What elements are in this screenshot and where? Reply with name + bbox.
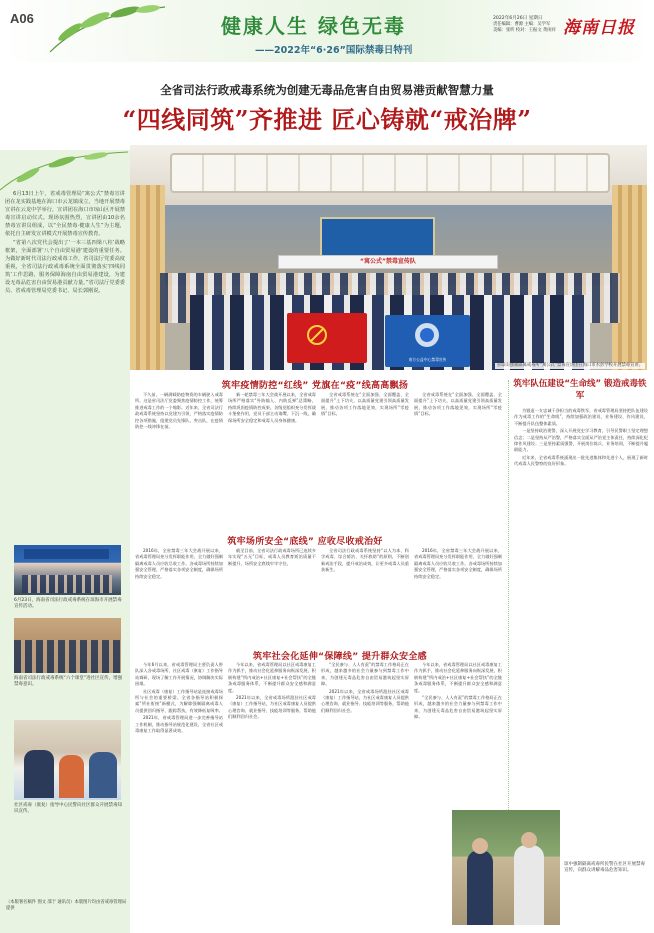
party-emblem-icon xyxy=(287,313,367,363)
section-paragraph: 全省司法行政戒毒系统坚持“以人为本、科学戒毒、综合矫治、关怀救助”的原则，不断创新戒治手段，提升戒治成效，让更多戒毒人员重获新生。 xyxy=(321,548,409,573)
side-photo-caption: 社区戒毒（康复）指导中心民警向社区群众开展禁毒知识宣传。 xyxy=(14,803,122,814)
leaf-sidebar-icon xyxy=(0,150,130,195)
special-issue: ——2022年“6·26”国际禁毒日特刊 xyxy=(255,45,413,56)
section-paragraph: 截至目前，全省司法行政戒毒场所已连续多年实现“五无”目标，戒毒人员教育矫治质量不断提升，场所安全底线牢牢守住。 xyxy=(228,548,316,566)
section-4-text xyxy=(514,408,648,798)
section-3-col-side xyxy=(135,662,223,897)
section-paragraph: 2021年以来，全省戒毒场所派驻社区戒毒（康复）工作指导站，为社区戒毒康复人员提供心理咨询、就业指导、技能培训等服务，帮助他们顺利回归社会。 xyxy=(228,695,316,720)
side-photo-3 xyxy=(14,720,121,800)
headline-title: “四线同筑”齐推进 匠心铸就“戒治牌” xyxy=(122,105,532,134)
section-2-col-2 xyxy=(228,548,316,643)
right-photo xyxy=(452,810,560,925)
issue-date: 2022年6月26日 星期日 xyxy=(493,16,543,21)
police-emblem-icon xyxy=(385,315,470,355)
section-paragraph: 2021年，省戒毒管理局进一步完善指导站工作机制，推动指导站规范化建设，全省社区戒毒康复工作取得显著成效。 xyxy=(135,715,223,734)
side-photo-2 xyxy=(14,618,121,673)
section-paragraph: 全省戒毒系统在“全面加强、全面覆盖、全面提升”上下功夫，以高质量党建引领高质量发展，推动各项工作落地见效，实现场所“零疫情”目标。 xyxy=(321,392,409,417)
section-heading: 筑牢社会化延伸“保障线” 提升群众安全感 xyxy=(253,652,427,662)
section-paragraph: 今年以来，省戒毒管理局以社区戒毒康复工作为抓手，推动社会化延伸服务向纵深发展，积极构建“所内戒治+社区康复+社会帮扶”的全链条戒毒服务体系，不断提升群众安全感和满意度。 xyxy=(228,662,316,693)
masthead xyxy=(0,0,654,62)
lead-paragraph: “省第八次党代会提出了‘一本三基四梁八柱’战略框架，全面部署‘八个自由贸易港’建设的重要任务。为做好新时代司法行政戒毒工作，省司法厅党委高度重视，全省司法行政戒毒系统全面贯彻落实‘四线同筑’工作思路，服务保障海南自由贸易港建设，为建设无毒品危害自由贸易港贡献力量。”省司法厅党委委员、省戒毒管理局党委书记、局长郭刚说。 xyxy=(5,240,125,294)
section-1-col-1 xyxy=(135,392,223,527)
section-paragraph: 全省戒毒系统在“全面加强、全面覆盖、全面提升”上下功夫，以高质量党建引领高质量发展，推动各项工作落地见效，实现场所“零疫情”目标。 xyxy=(414,392,502,417)
paper-logo: 海南日报 xyxy=(563,18,635,38)
section-heading: 筑牢疫情防控“红线” 党旗在“疫”线高高飘扬 xyxy=(221,381,409,391)
section-paragraph: 社区戒毒（康复）工作指导站是连接戒毒场所与社会的重要桥梁。全省各指导站积极探索“所社衔接”新模式，为解除强制隔离戒毒人员提供回归指导、跟踪帮扶，有效降低复吸率。 xyxy=(135,688,223,713)
section-paragraph: “全民参与、人人有责”的禁毒工作格局正在形成，越来越多的社会力量参与到禁毒工作中来，为创建无毒品危害自由贸易港筑起坚实屏障。 xyxy=(321,662,409,687)
section-heading-text: 筑牢队伍建设“生命线” 锻造戒毒铁军 xyxy=(513,379,647,401)
section-paragraph: 今年以来，省戒毒管理局以社区戒毒康复工作为抓手，推动社会化延伸服务向纵深发展，积极构建“所内戒治+社区康复+社会帮扶”的全链条戒毒服务体系，不断提升群众安全感和满意度。 xyxy=(414,662,502,693)
section-1-col-4 xyxy=(414,392,502,462)
section-paragraph: 近年来，全省戒毒系统涌现出一批先进集体和先进个人，展现了新时代戒毒人民警察的良好形象。 xyxy=(514,454,648,467)
leaf-decoration-icon xyxy=(40,2,170,57)
side-photo-caption: 6月23日，海南省司法行政戒毒系统在琼海市开展禁毒宣传活动。 xyxy=(14,598,122,609)
section-paragraph: 为锻造一支忠诚干净担当的戒毒铁军，省戒毒管理局坚持把队伍建设作为戒毒工作的“生命线”，持续加强政治建设、业务建设、作风建设，不断提升队伍整体素质。 xyxy=(514,408,648,426)
banner-flag-text: 南方公益中心禁毒宣传 xyxy=(408,357,447,362)
side-photo-1 xyxy=(14,545,121,595)
section-1-col-2 xyxy=(228,392,316,527)
editor-line: 责任编辑：曹源 主编：吴学军 xyxy=(493,22,551,27)
section-paragraph: 不久前，一辆满载防疫物资的车辆驶入戒毒所。这是省司法厅党委聚焦疫情防控工作，统筹推进戒毒工作的一个缩影。近年来，全省司法行政戒毒系统坚持以党建为引领，严格落实疫情防控各项措施，组建党员先锋队、突击队，在疫情防控一线冲锋在前。 xyxy=(135,392,223,430)
page-number: A06 xyxy=(10,11,34,26)
designer-line: 美编：张昕 校对：王振文 黄闲祥 xyxy=(493,28,556,33)
section-paragraph: 2016年，全省禁毒三年大会战开展以来，省戒毒管理局充分发挥职能作用，全力做好强制隔离戒毒人员应收尽收工作。各戒毒场所持续加强安全管理，严格落实各项安全制度，确保场所持续安全稳定。 xyxy=(414,548,502,579)
section-paragraph: 一是坚持政治建警，深入开展党史学习教育，引导民警职工坚定理想信念；二是坚持从严治警，严格落实全面从严治党主体责任，持续深化纪律作风建设；三是坚持素质强警，开展岗位练兵、业务培训，不断提升履职能力。 xyxy=(514,428,648,453)
stage-banner xyxy=(278,255,498,269)
section-2-col-4 xyxy=(414,548,502,643)
side-photo-caption: 海南省司法行政戒毒系统“六个课堂”进社区宣传，增强禁毒意识。 xyxy=(14,676,123,687)
section-paragraph: “全民参与、人人有责”的禁毒工作格局正在形成，越来越多的社会力量参与到禁毒工作中来，为创建无毒品危害自由贸易港筑起坚实屏障。 xyxy=(414,695,502,720)
section-heading: 筑牢场所安全“底线” 应收尽收戒治好 xyxy=(227,537,383,547)
section-paragraph: 2021年以来，全省戒毒场所派驻社区戒毒（康复）工作指导站，为社区戒毒康复人员提供心理咨询、就业指导、技能培训等服务，帮助他们顺利回归社会。 xyxy=(321,688,409,713)
lead-text xyxy=(5,190,125,430)
section-1-col-3 xyxy=(321,392,409,527)
section-heading xyxy=(510,378,650,402)
section-paragraph: 2016年，全省禁毒三年大会战开展以来，省戒毒管理局充分发挥职能作用，全力做好强制隔离戒毒人员应收尽收工作。各戒毒场所持续加强安全管理，严格落实各项安全制度，确保场所持续安全稳定。 xyxy=(135,548,223,579)
lead-paragraph: 6月13日上午，省戒毒管理局“寓公式”禁毒宣讲团在龙实践基地在海口市云龙镇成立，当地开展禁毒宣讲在云龙中学举行，宣讲团在海口市琼山区开展禁毒宣讲启动仪式。现场氛围热烈，宣讲团由10余名禁毒宣讲员组成，以“全民禁毒·健康人生”为主题，依托自主研发宣讲模式开展禁毒宣传教育。 xyxy=(5,191,125,237)
slogan: 健康人生 绿色无毒 xyxy=(221,14,406,38)
section-3-col-2 xyxy=(321,662,409,902)
main-photo-caption: 省琼山强制隔离戒毒所“寓公式”禁毒宣讲团在海口市水彭学校开展禁毒宣讲。 xyxy=(496,363,643,368)
section-2-col-3 xyxy=(321,548,409,643)
side-footnote: （本版署名稿件 图文 邵于 通讯员）本版图片均由省戒毒管理局提供 xyxy=(6,900,127,911)
section-3-col-1 xyxy=(228,662,316,902)
main-photo xyxy=(130,145,647,370)
section-paragraph: 今年6月以来，省戒毒管理局主要负责人带队深入各戒毒场所、社区戒毒（康复）工作指导站调研，现场了解工作开展情况，协调解决实际困难。 xyxy=(135,662,223,687)
headline-kicker: 全省司法行政戒毒系统为创建无毒品危害自由贸易港贡献智慧力量 xyxy=(160,83,494,97)
section-2-col-1 xyxy=(135,548,223,643)
right-photo-caption: 琼中强制隔离戒毒所民警在社区开展禁毒宣传，向群众讲解毒品危害知识。 xyxy=(564,862,645,873)
section-paragraph: 新一轮禁毒三年大会战开展以来，全省戒毒场所严格落实“外防输入、内防反弹”总策略，持续巩固疫情防控成果。各级党组织充分发挥战斗堡垒作用，党员干部主动请缨、下沉一线，确保场所安全稳定和戒毒人员身体健康。 xyxy=(228,392,316,423)
stage-banner-text: “寓公式”禁毒宣传队 xyxy=(360,258,416,265)
